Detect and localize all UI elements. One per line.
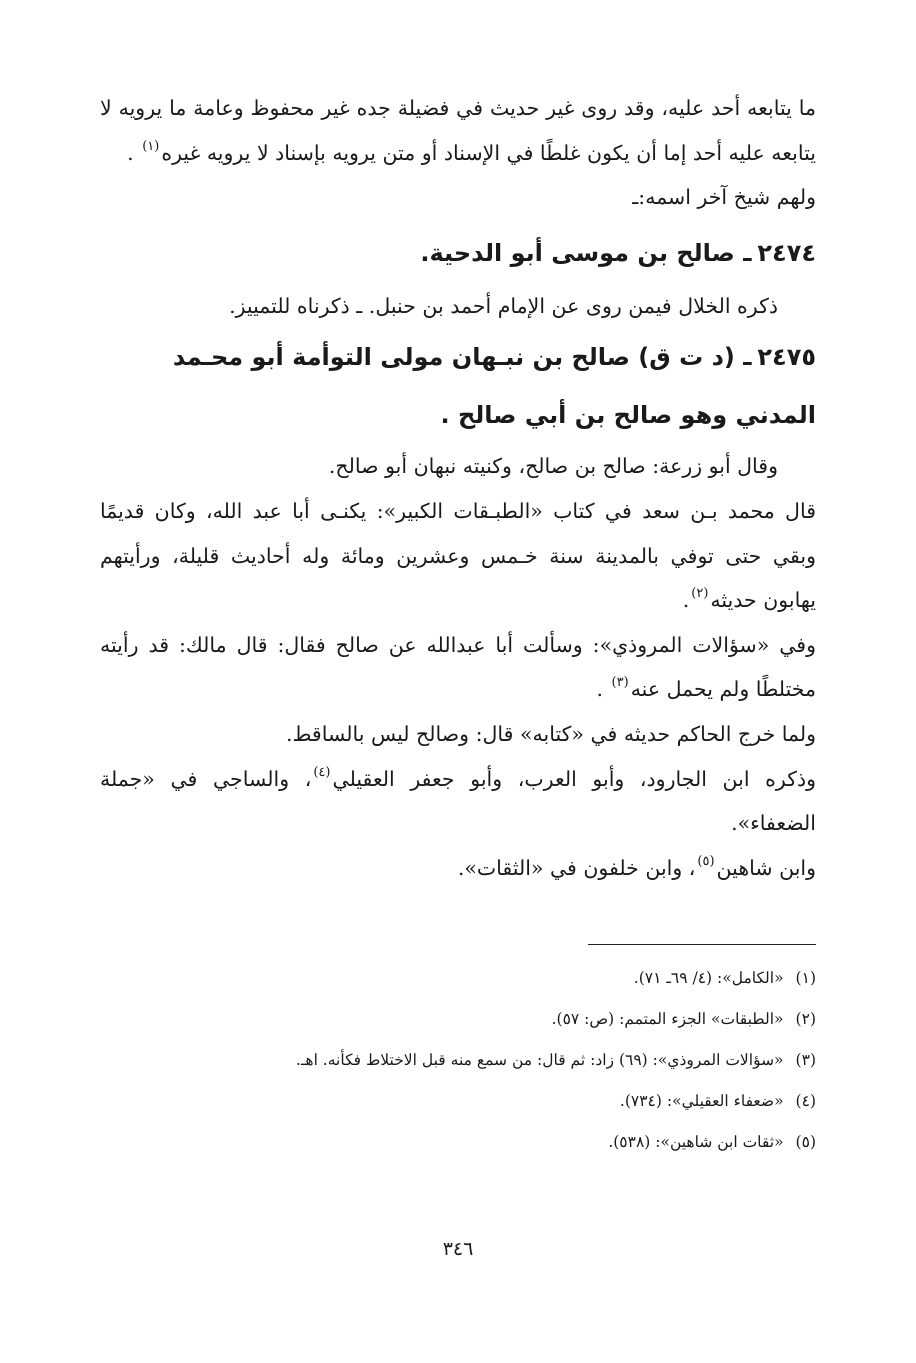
footnote-text: «الكامل»: (٤/ ٦٩ـ ٧١). <box>633 969 784 987</box>
footnote-number: (١) <box>795 969 816 987</box>
footnote-number: (٥) <box>795 1133 816 1151</box>
footnote-3 <box>100 1040 816 1081</box>
entry-number: ٢٤٧٤ <box>757 238 816 267</box>
paragraph-abu-zura: وقال أبو زرعة: صالح بن صالح، وكنيته نبهان أبو صالح. <box>328 454 778 479</box>
page-number: ٣٤٦ <box>442 1238 474 1260</box>
footnote-ref-2[interactable]: (٢) <box>691 586 709 602</box>
footnote-number: (٣) <box>795 1051 816 1069</box>
footnote-text: «ضعفاء العقيلي»: (٧٣٤). <box>619 1092 784 1110</box>
footnote-text: «ثقات ابن شاهين»: (٥٣٨). <box>608 1133 784 1151</box>
entry-heading-2474 <box>100 224 816 282</box>
main-text <box>100 86 816 890</box>
entry-title-text: ـ (د ت ق) صالح بن نبـهان مولى التوأمة أبو محـمد المدني وهو صالح بن أبي صالح . <box>172 343 816 430</box>
paragraph-hakim: ولما خرج الحاكم حديثه في «كتابه» قال: وصالح ليس بالساقط. <box>285 721 816 746</box>
footnote-text: «سؤالات المروذي»: (٦٩) زاد: ثم قال: من سمع منه قبل الاختلاط فكأنه. اهـ. <box>295 1051 784 1069</box>
entry-heading-2475 <box>100 328 816 444</box>
footnotes <box>100 958 816 1163</box>
entry-number: ٢٤٧٥ <box>757 343 816 372</box>
paragraph-continued: ما يتابعه أحد عليه، وقد روى غير حديث في فضيلة جده غير محفوظ وعامة ما يرويه لا يتابعه عليه أحد إما أن يكون غلطًا في الإسناد أو متن يرويه بإسناد لا يرويه غيره$^{(١)}$ . <box>100 96 816 165</box>
paragraph-ibn-jarud: وذكره ابن الجارود، وأبو العرب، وأبو جعفر العقيلي$^{(٤)}$، والساجي في «جملة الضعفاء». <box>100 764 816 836</box>
footnote-ref-5[interactable]: (٥) <box>697 853 715 869</box>
footnote-2 <box>100 999 816 1040</box>
paragraph-ibn-sad: قال محمد بـن سعد في كتاب «الطبـقات الكبير»: يكنـى أبا عبد الله، وكان قديمًا وبقي حتى توفي بالمدينة سنة خـمس وعشرين ومائة وله أحاديث قليلة، ورأيتهم يهابون حديثه$^{(٢)}$. <box>100 498 816 613</box>
footnote-5 <box>100 1122 816 1163</box>
footnote-separator <box>588 944 816 945</box>
paragraph-intro: ولهم شيخ آخر اسمه:ـ <box>632 185 816 210</box>
footnote-1 <box>100 958 816 999</box>
footnote-ref-3[interactable]: (٣) <box>611 675 629 691</box>
paragraph-marwadhi: وفي «سؤالات المروذي»: وسألت أبا عبدالله عن صالح فقال: قال مالك: قد رأيته مختلطًا ولم يحمل عنه$^{(٣)}$ . <box>100 632 816 702</box>
entry-2474-text: ذكره الخلال فيمن روى عن الإمام أحمد بن حنبل. ـ ذكرناه للتمييز. <box>229 293 778 318</box>
footnote-ref-4[interactable]: (٤) <box>313 764 331 780</box>
footnote-ref-1[interactable]: (١) <box>142 138 160 154</box>
footnote-text: «الطبقات» الجزء المتمم: (ص: ٥٧). <box>551 1010 784 1028</box>
footnote-number: (٢) <box>795 1010 816 1028</box>
footnote-4 <box>100 1081 816 1122</box>
footnote-number: (٤) <box>795 1092 816 1110</box>
entry-title-text: ـ صالح بن موسى أبو الدحية. <box>420 238 752 267</box>
paragraph-ibn-shahin: وابن شاهين$^{(٥)}$، وابن خلفون في «الثقات». <box>457 853 816 880</box>
